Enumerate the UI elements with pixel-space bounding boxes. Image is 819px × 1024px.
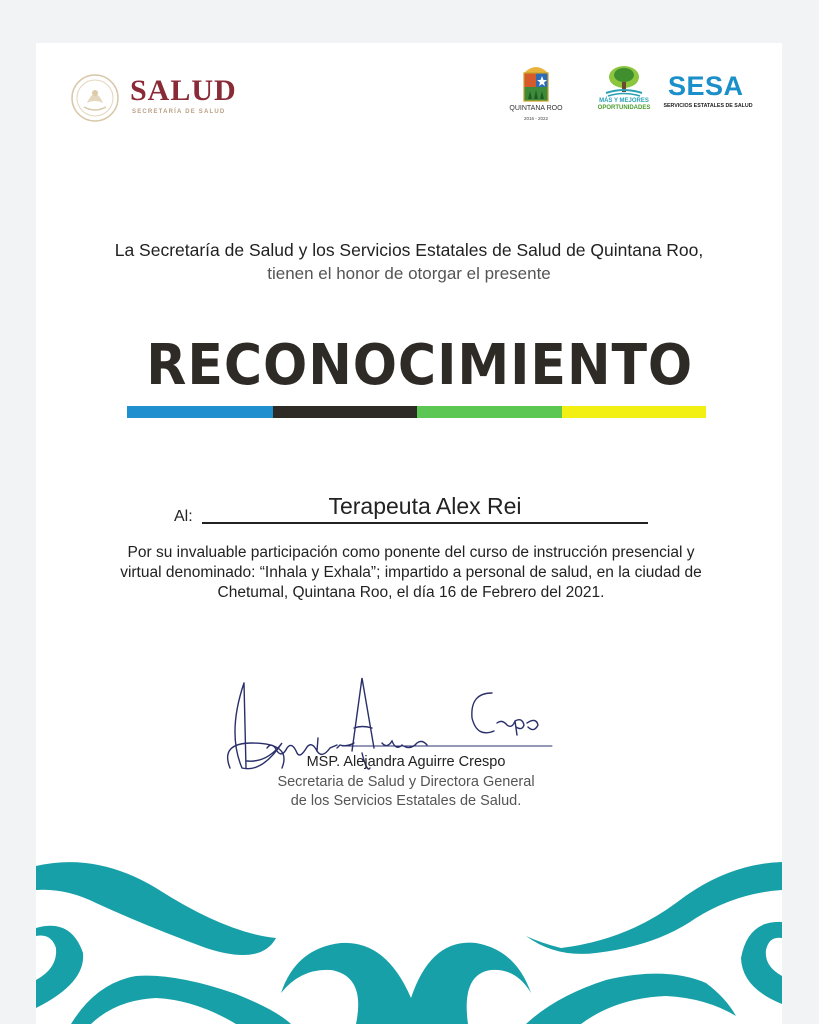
- quintana-roo-logo-name: QUINTANA ROO: [509, 105, 563, 112]
- recipient-name: Terapeuta Alex Rei: [328, 493, 522, 519]
- salud-logo-title: SALUD: [130, 74, 237, 107]
- wave-right-top: [526, 862, 782, 954]
- sesa-logo-title: SESA: [668, 71, 744, 101]
- signatory-name: MSP. Alejandra Aguirre Crespo: [306, 754, 506, 770]
- intro-line-2: tienen el honor de otorgar el presente: [267, 264, 551, 283]
- signature-text: Alejandra Aguirre Crespo: [222, 673, 234, 674]
- wave-left-hook: [36, 926, 83, 1008]
- mas-mejores-oportunidades-logo: [594, 65, 654, 121]
- intro-line-1: La Secretaría de Salud y los Servicios Estatales de Salud de Quintana Roo,: [114, 240, 704, 260]
- certificate-sheet: [36, 43, 782, 1024]
- mas-mejores-line2: OPORTUNIDADES: [597, 105, 651, 111]
- decorative-wave-border: [36, 858, 782, 1024]
- title-bar-green: [417, 406, 562, 418]
- title-bar-blue: [127, 406, 273, 418]
- title-bar-yellow: [562, 406, 706, 418]
- quintana-roo-logo: [508, 63, 564, 127]
- mexico-seal-icon: [70, 73, 120, 123]
- title-bar-dark: [273, 406, 417, 418]
- quintana-roo-logo-years: 2016 - 2022: [523, 116, 549, 121]
- sesa-logo: [658, 71, 758, 115]
- wave-right-hook: [741, 922, 782, 1004]
- tree-icon: [594, 65, 654, 99]
- signatory-role-line-1: Secretaria de Salud y Directora General: [277, 774, 535, 790]
- sesa-logo-subtitle: SERVICIOS ESTATALES DE SALUD: [663, 103, 753, 109]
- certificate-body: Por su invaluable participación como ponente del curso de instrucción presencial y virtual denominado: “Inhala y Exhala”; impartido a personal de salud, en la ciudad de Chetumal, Quintana Roo, el día 16 de Febrero del 2021.: [120, 544, 702, 601]
- wave-right-bottom: [526, 974, 736, 1024]
- wave-center: [281, 943, 531, 1024]
- recipient-underline: [202, 522, 648, 524]
- certificate-title: RECONOCIMIENTO: [146, 333, 694, 398]
- signatory-role-line-2: de los Servicios Estatales de Salud.: [290, 793, 522, 809]
- quintana-roo-shield-icon: [508, 63, 564, 105]
- mas-mejores-line1: MÁS Y MEJORES: [599, 98, 649, 104]
- salud-logo-subtitle: SECRETARÍA DE SALUD: [132, 109, 226, 115]
- salud-logo: [70, 71, 250, 131]
- recipient-label: Al:: [174, 508, 193, 525]
- wave-left-bottom: [71, 976, 291, 1024]
